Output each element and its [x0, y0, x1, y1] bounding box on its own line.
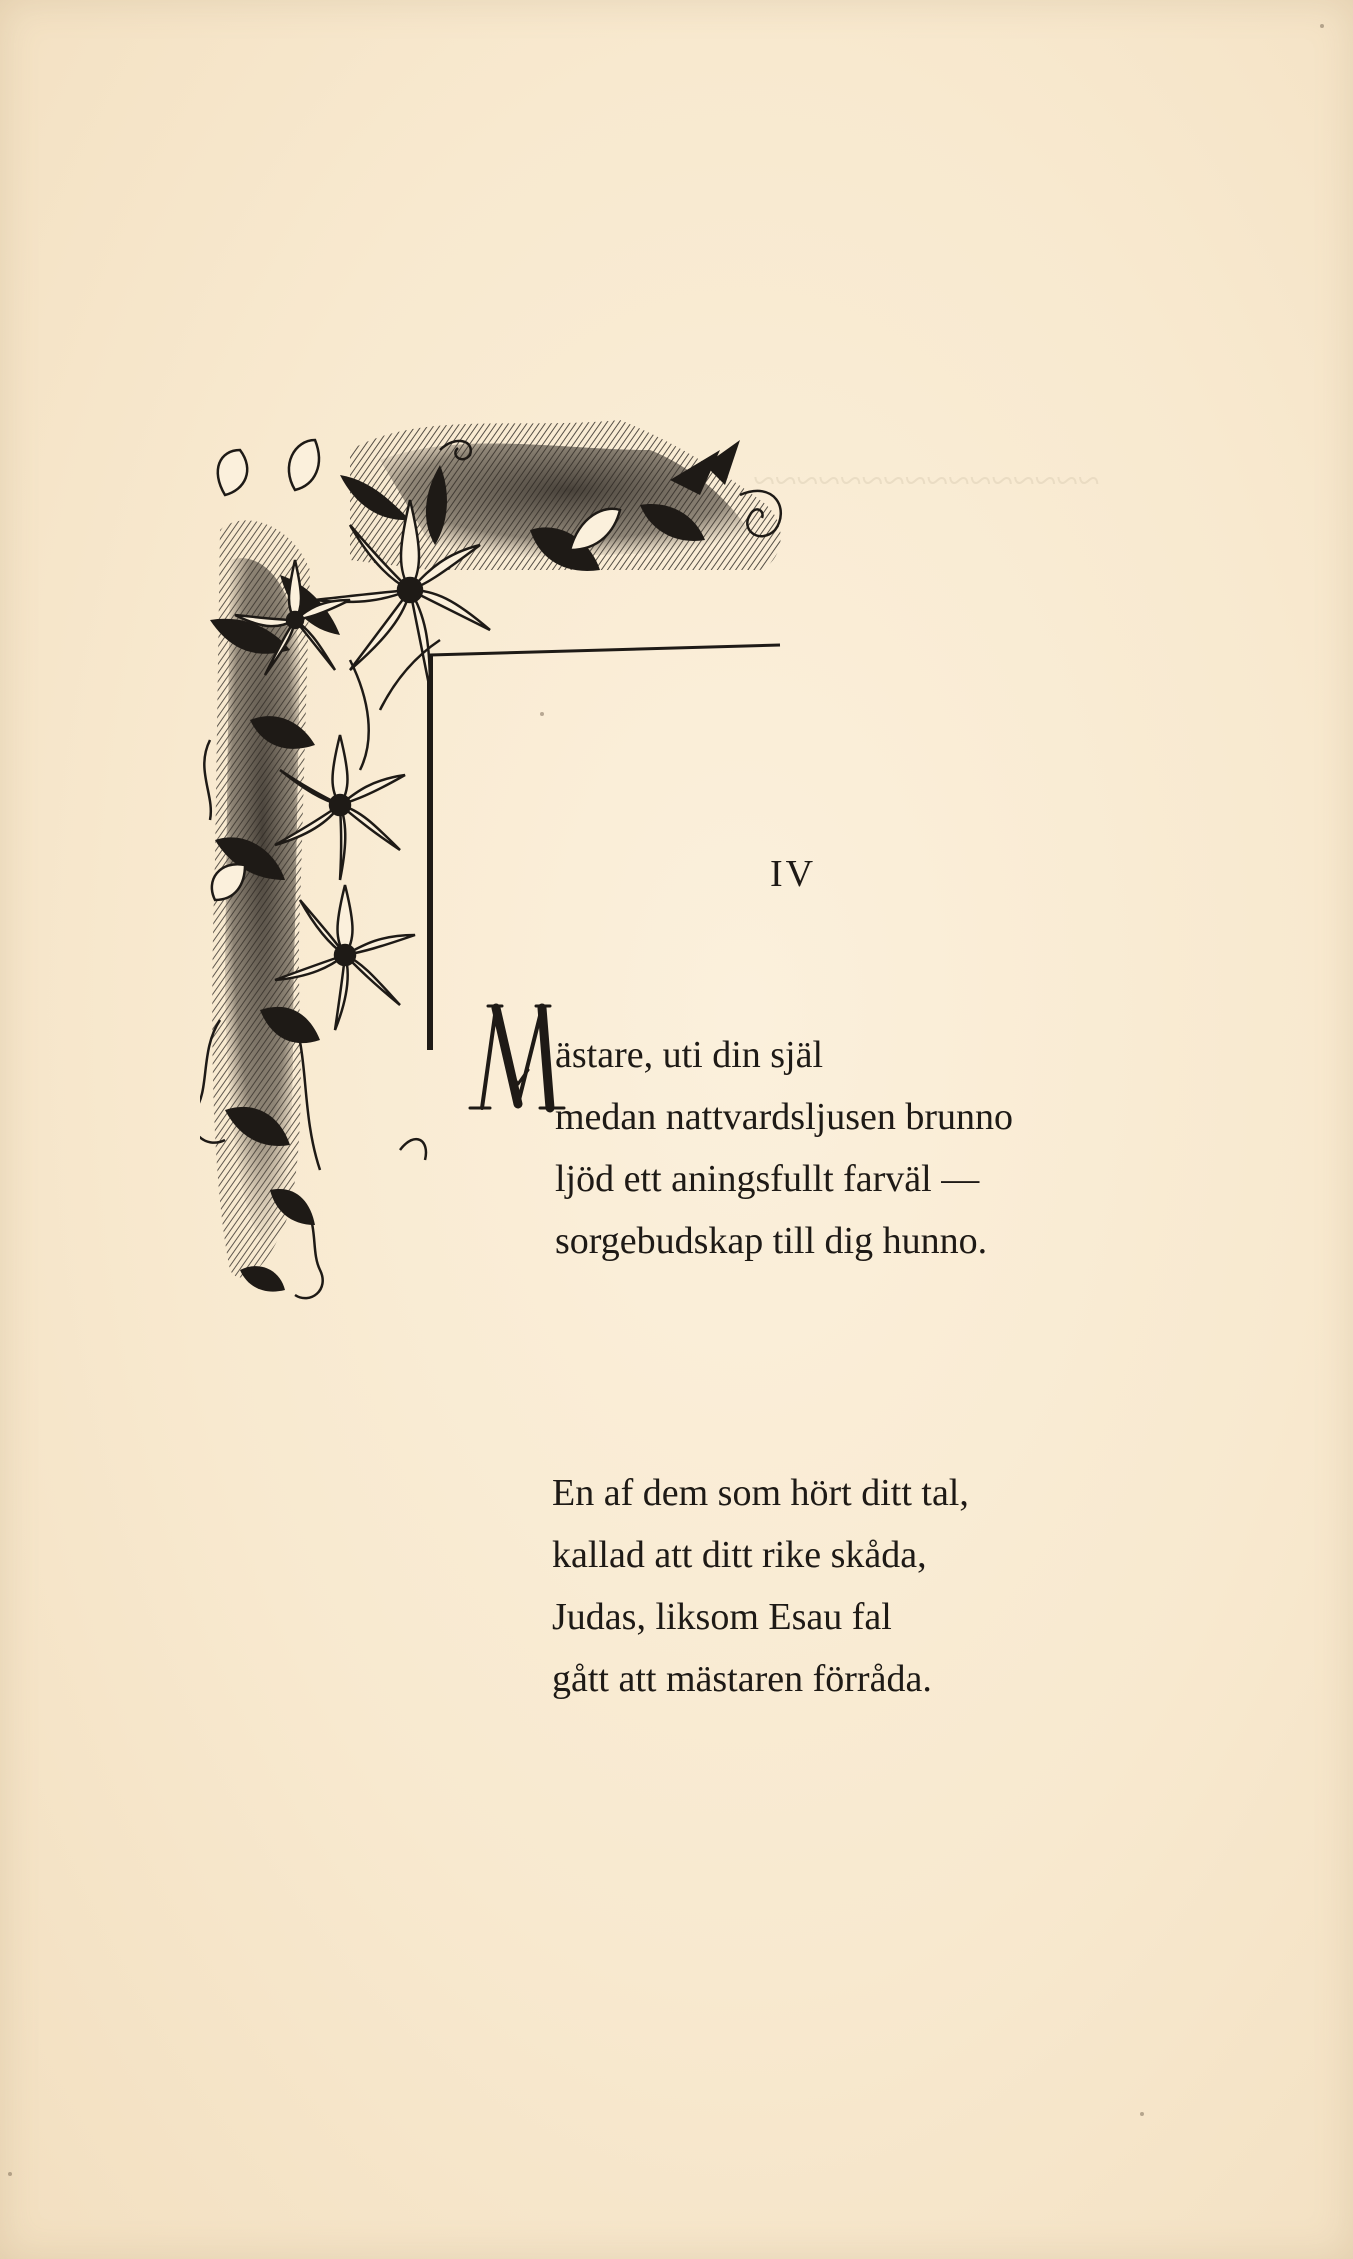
paper-speck: [1320, 24, 1324, 28]
stanza-2-line-1: En af dem som hört ditt tal,: [552, 1472, 969, 1514]
stanza-1-line-1: ästare, uti din själ: [555, 1034, 824, 1076]
stanza-1-line-2: medan nattvardsljusen brunno: [555, 1096, 1014, 1138]
stanza-2-line-4: gått att mästaren förråda.: [552, 1658, 932, 1700]
paper-speck: [540, 712, 544, 716]
drop-cap-letter: M: [468, 1000, 469, 1001]
stanza-1-line-4: sorgebudskap till dig hunno.: [555, 1220, 988, 1262]
stanza-2-line-3: Judas, liksom Esau fal: [552, 1596, 892, 1638]
drop-cap-m: [468, 1000, 568, 1118]
stanza-1: [555, 1024, 1013, 1272]
show-through-shadow: ~~~~~~~~~~~~~~~~: [753, 458, 1100, 503]
stanza-2: [552, 1462, 969, 1710]
paper-speck: [8, 2172, 12, 2176]
paper-speck: [1140, 2112, 1144, 2116]
stanza-1-line-3: ljöd ett aningsfullt farväl —: [555, 1158, 980, 1200]
stanza-2-line-2: kallad att ditt rike skåda,: [552, 1534, 927, 1576]
section-numeral: IV: [770, 853, 817, 895]
